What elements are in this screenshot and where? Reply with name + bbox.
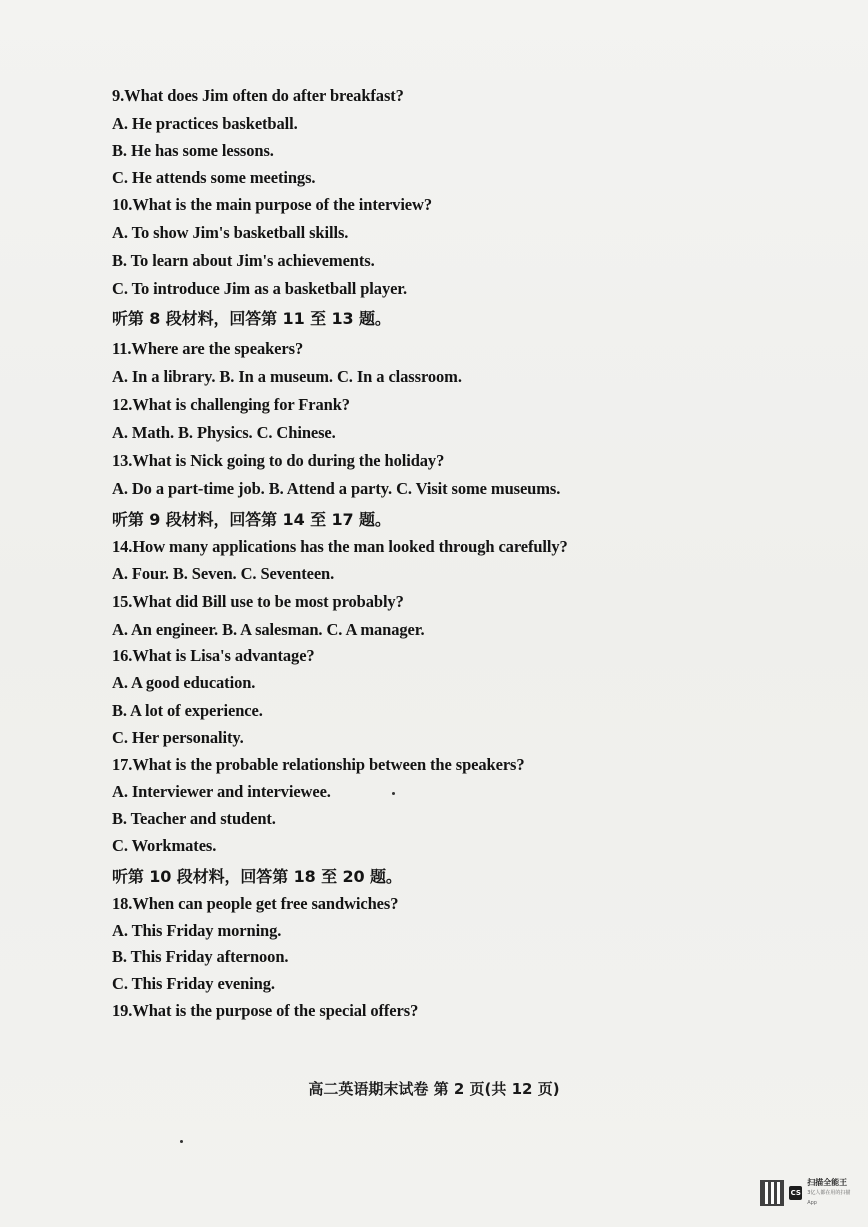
scanner-watermark [760,1176,856,1210]
question-12: 12.What is challenging for Frank? [112,395,350,414]
option-17a: A. Interviewer and interviewee. [112,782,331,801]
speck [392,792,395,795]
question-19: 19.What is the purpose of the special offers? [112,1001,419,1020]
question-18: 18.When can people get free sandwiches? [112,894,399,913]
options-12: A. Math. B. Physics. C. Chinese. [112,423,336,442]
qr-code-icon [760,1180,784,1206]
option-16a: A. A good education. [112,673,256,692]
camscanner-logo-icon: CS [789,1186,802,1200]
question-9: 9.What does Jim often do after breakfast? [112,86,404,105]
question-17: 17.What is the probable relationship between the speakers? [112,755,525,774]
question-14: 14.How many applications has the man looked through carefully? [112,537,568,556]
option-16b: B. A lot of experience. [112,701,263,720]
option-10c: C. To introduce Jim as a basketball player. [112,279,408,298]
section-heading-9: 听第 9 段材料，回答第 14 至 17 题。 [112,510,391,529]
watermark-text [807,1178,856,1208]
speck [180,1140,183,1143]
option-10b: B. To learn about Jim's achievements. [112,251,375,270]
page-footer: 高二英语期末试卷 第 2 页(共 12 页) [308,1080,560,1098]
option-18a: A. This Friday morning. [112,921,282,940]
option-17c: C. Workmates. [112,836,217,855]
options-11: A. In a library. B. In a museum. C. In a classroom. [112,367,462,386]
option-9a: A. He practices basketball. [112,114,298,133]
watermark-tagline: 3亿人都在用的扫描App [807,1190,851,1206]
option-10a: A. To show Jim's basketball skills. [112,223,349,242]
option-16c: C. Her personality. [112,728,244,747]
option-18b: B. This Friday afternoon. [112,947,289,966]
question-13: 13.What is Nick going to do during the holiday? [112,451,445,470]
section-heading-10: 听第 10 段材料，回答第 18 至 20 题。 [112,867,402,886]
question-15: 15.What did Bill use to be most probably? [112,592,404,611]
option-18c: C. This Friday evening. [112,974,275,993]
question-16: 16.What is Lisa's advantage? [112,646,315,665]
option-9b: B. He has some lessons. [112,141,274,160]
question-10: 10.What is the main purpose of the interview? [112,195,432,214]
option-17b: B. Teacher and student. [112,809,276,828]
section-heading-8: 听第 8 段材料，回答第 11 至 13 题。 [112,309,391,328]
watermark-app-name: 扫描全能王 [807,1178,848,1187]
options-15: A. An engineer. B. A salesman. C. A manager. [112,620,425,639]
option-9c: C. He attends some meetings. [112,168,316,187]
options-13: A. Do a part-time job. B. Attend a party. C. Visit some museums. [112,479,561,498]
options-14: A. Four. B. Seven. C. Seventeen. [112,564,335,583]
question-11: 11.Where are the speakers? [112,339,304,358]
